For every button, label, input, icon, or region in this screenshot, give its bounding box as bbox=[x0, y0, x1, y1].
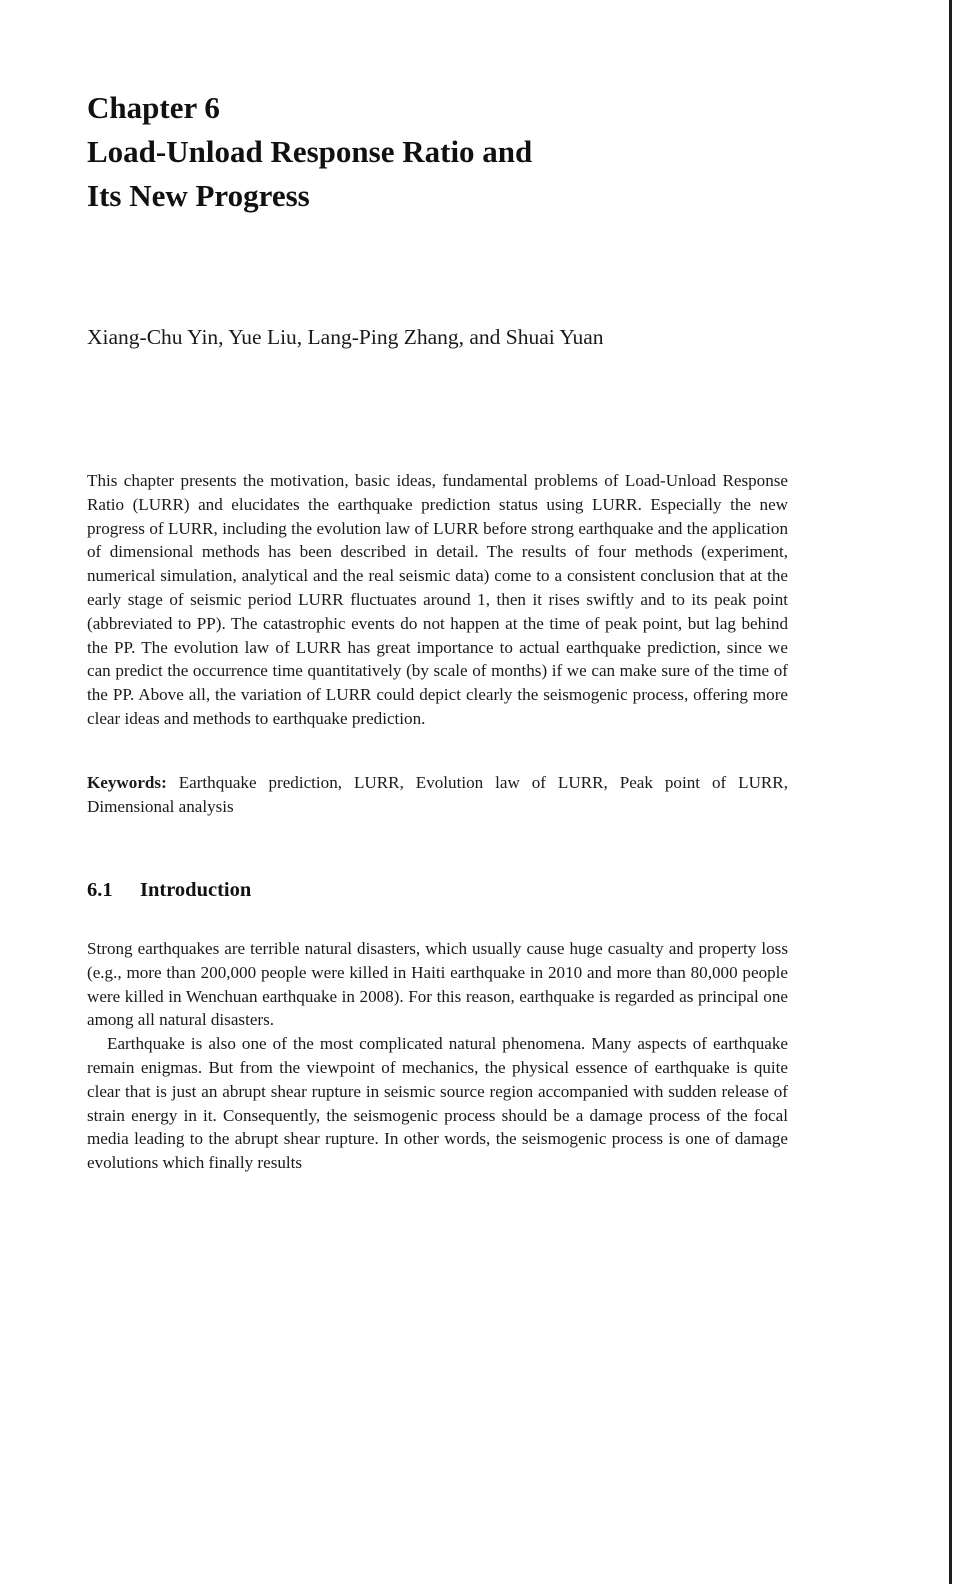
keywords-paragraph bbox=[87, 771, 788, 819]
body-paragraph-1: Strong earthquakes are terrible natural disasters, which usually cause huge casualty and property loss (e.g., more than 200,000 people were killed in Haiti earthquake in 2010 and more than 80,000 people were killed in Wenchuan earthquake in 2008). For this reason, earthquake is regarded as principal one among all natural disasters. bbox=[87, 939, 788, 1030]
keywords-label: Keywords: bbox=[87, 773, 167, 792]
chapter-title bbox=[87, 86, 847, 218]
section-number: 6.1 bbox=[87, 879, 113, 901]
chapter-title-line-2: Its New Progress bbox=[87, 178, 310, 213]
body-paragraph-2: Earthquake is also one of the most complicated natural phenomena. Many aspects of earthquake remain enigmas. But from the viewpoint of mechanics, the physical essence of earthquake is quite clear that is just an abrupt shear rupture in seismic source region accompanied with sudden release of strain energy in it. Consequently, the seismogenic process should be a damage process of the focal media leading to the abrupt shear rupture. In other words, the seismogenic process is one of damage evolutions which finally results bbox=[87, 1034, 788, 1173]
page-edge-border bbox=[949, 0, 952, 1584]
chapter-number: Chapter 6 bbox=[87, 90, 220, 125]
author-list: Xiang-Chu Yin, Yue Liu, Lang-Ping Zhang, and Shuai Yuan bbox=[87, 325, 604, 349]
chapter-title-line-1: Load-Unload Response Ratio and bbox=[87, 134, 533, 169]
abstract-paragraph: This chapter presents the motivation, basic ideas, fundamental problems of Load-Unload Response Ratio (LURR) and elucidates the earthquake prediction status using LURR. Especially the new progress of LURR, including the evolution law of LURR before strong earthquake and the application of dimensional methods has been described in detail. The results of four methods (experiment, numerical simulation, analytical and the real seismic data) come to a consistent conclusion that at the early stage of seismic period LURR fluctuates around 1, then it rises swiftly and to its peak point (abbreviated to PP). The catastrophic events do not happen at the time of peak point, but lag behind the PP. The evolution law of LURR has great importance to actual earthquake prediction, since we can predict the occurrence time quantitatively (by scale of months) if we can make sure of the time of the PP. Above all, the variation of LURR could depict clearly the seismogenic process, offering more clear ideas and methods to earthquake prediction. bbox=[87, 471, 788, 728]
keywords-list: Earthquake prediction, LURR, Evolution law of LURR, Peak point of LURR, Dimensional analysis bbox=[87, 773, 788, 816]
section-title: Introduction bbox=[140, 879, 252, 901]
section-heading bbox=[87, 876, 251, 904]
section-body bbox=[87, 937, 788, 1175]
